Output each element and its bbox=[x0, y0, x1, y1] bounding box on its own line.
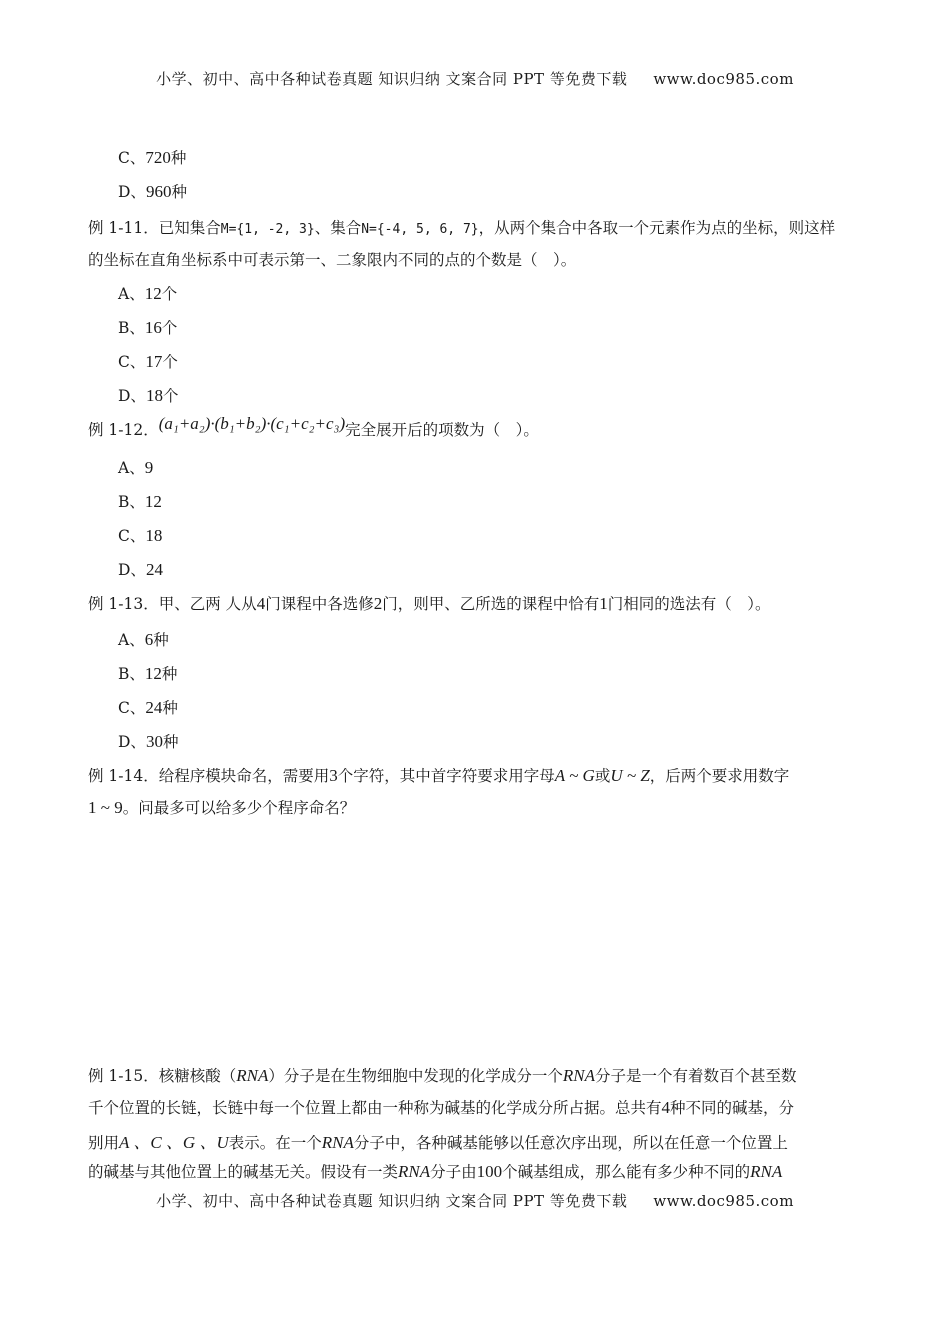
page-footer bbox=[0, 1190, 950, 1211]
q12-option-b: B、12 bbox=[118, 492, 162, 511]
letter-range-2: U ~ Z bbox=[610, 766, 650, 785]
prev-option-d: D、960种 bbox=[118, 182, 187, 201]
question-1-11-line2: 的坐标在直角坐标系中可表示第一、二象限内不同的点的个数是（ ）。 bbox=[88, 251, 577, 269]
q11-option-a: A、12个 bbox=[118, 284, 178, 303]
footer-url: www.doc985.com bbox=[653, 1192, 794, 1210]
base-letters: A 、C 、G 、U bbox=[119, 1133, 229, 1152]
question-1-15-line4: 的碱基与其他位置上的碱基无关。假设有一类RNA分子由100个碱基组成，那么能有多少种不同的RNA bbox=[88, 1162, 783, 1181]
q11-option-d: D、18个 bbox=[118, 386, 179, 405]
question-1-14-line2: 1 ~ 9。问最多可以给多少个程序命名？ bbox=[88, 798, 356, 817]
header-text: 小学、初中、高中各种试卷真题 知识归纳 文案合同 PPT 等免费下载 bbox=[156, 70, 628, 88]
letter-range-1: A ~ G bbox=[554, 766, 595, 785]
question-1-11-line1: 例 1-11．已知集合M={1, -2, 3}、集合N={-4, 5, 6, 7}，从两个集合中各取一个元素作为点的坐标，则这样 bbox=[88, 219, 836, 237]
question-1-15-line3: 别用A 、C 、G 、U表示。在一个RNA分子中，各种碱基能够以任意次序出现，所以在任意一个位置上 bbox=[88, 1133, 788, 1152]
q11-option-c: C、17个 bbox=[118, 352, 178, 371]
expansion-expression: (a₁+a₂)·(b₁+b₂)·(c₁+c₂+c₃) bbox=[158, 414, 346, 433]
q11-option-b: B、16个 bbox=[118, 318, 178, 337]
q12-option-a: A、9 bbox=[118, 458, 154, 477]
header-url: www.doc985.com bbox=[653, 70, 794, 88]
q13-option-b: B、12种 bbox=[118, 664, 178, 683]
question-1-13: 例 1-13．甲、乙两 人从4门课程中各选修2门，则甲、乙所选的课程中恰有1门相同的选法有（ ）。 bbox=[88, 594, 771, 613]
set-m: M={1, -2, 3} bbox=[220, 222, 315, 237]
question-1-15-line2: 千个位置的长链，长链中每一个位置上都由一种称为碱基的化学成分所占据。总共有4种不同的碱基，分 bbox=[88, 1098, 795, 1117]
q13-option-c: C、24种 bbox=[118, 698, 178, 717]
q12-option-c: C、18 bbox=[118, 526, 163, 545]
q12-option-d: D、24 bbox=[118, 560, 163, 579]
question-1-14-line1: 例 1-14．给程序模块命名，需要用3个字符，其中首字符要求用字母A ~ G或U ~ Z，后两个要求用数字 bbox=[88, 766, 790, 785]
prev-option-c: C、720种 bbox=[118, 148, 187, 167]
digit-range: 1 ~ 9 bbox=[88, 798, 123, 817]
q13-option-d: D、30种 bbox=[118, 732, 179, 751]
footer-text: 小学、初中、高中各种试卷真题 知识归纳 文案合同 PPT 等免费下载 bbox=[156, 1192, 628, 1210]
page-header bbox=[0, 68, 950, 89]
set-n: N={-4, 5, 6, 7} bbox=[361, 222, 479, 237]
q13-option-a: A、6种 bbox=[118, 630, 169, 649]
question-1-12: 例 1-12．(a₁+a₂)·(b₁+b₂)·(c₁+c₂+c₃)完全展开后的项数为（ ）。 bbox=[88, 414, 539, 439]
question-1-15-line1: 例 1-15．核糖核酸（RNA）分子是在生物细胞中发现的化学成分一个RNA分子是一个有着数百个甚至数 bbox=[88, 1066, 797, 1085]
